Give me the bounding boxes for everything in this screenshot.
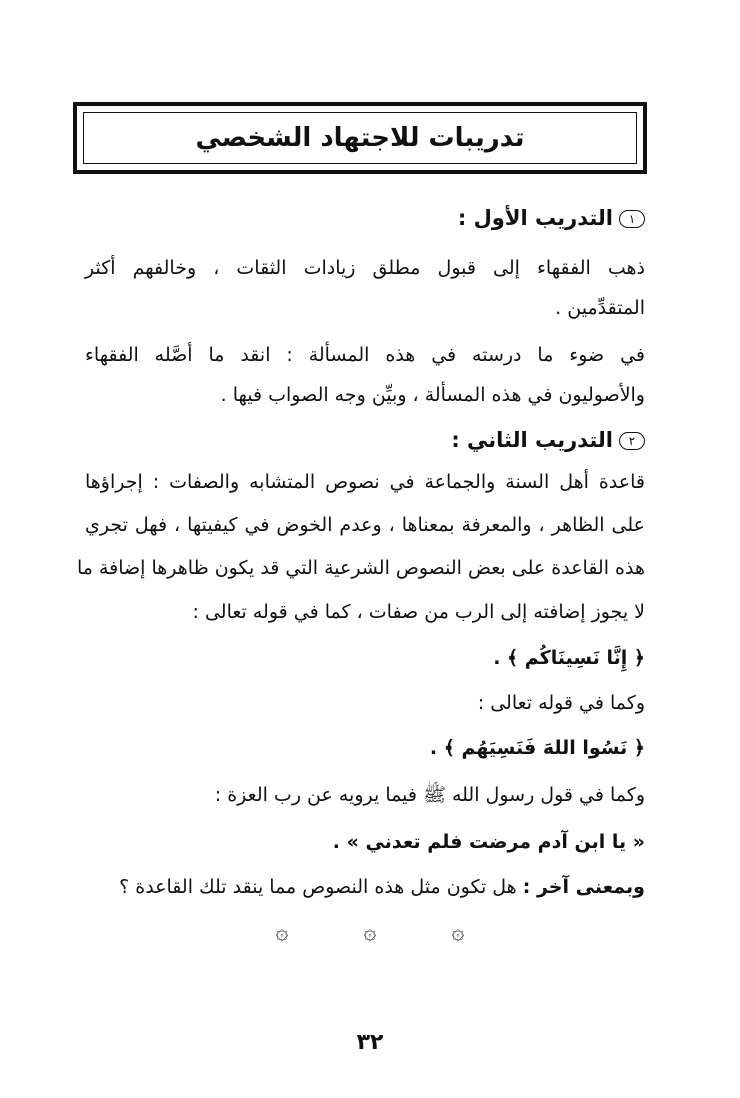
exercise-2-heading bbox=[85, 425, 645, 455]
title-frame-inner bbox=[83, 112, 637, 164]
star-icon: ۞ bbox=[275, 920, 289, 945]
exercise-1-line-2: المتقدِّمين . bbox=[555, 297, 645, 319]
exercise-1-line-4: والأصوليون في هذه المسألة ، وبيِّن وجه الصواب فيها . bbox=[220, 384, 645, 406]
star-icon: ۞ bbox=[451, 920, 465, 945]
exercise-1-number-badge: ١ bbox=[619, 210, 645, 228]
closing-bold-phrase: وبمعنى آخر : bbox=[522, 876, 645, 898]
exercise-2-line-5: وكما في قوله تعالى : bbox=[477, 692, 645, 714]
hadith-quote: « يا ابن آدم مرضت فلم تعدني » . bbox=[332, 831, 645, 853]
quran-verse-2: ﴿ نَسُوا اللهَ فَنَسِيَهُم ﴾ . bbox=[429, 737, 645, 759]
page-number: ٣٢ bbox=[356, 1030, 384, 1055]
exercise-1-line-1: ذهب الفقهاء إلى قبول مطلق زيادات الثقات ، وخالفهم أكثر bbox=[85, 257, 645, 279]
quran-verse-1: ﴿ إِنَّا نَسِينَاكُم ﴾ . bbox=[493, 647, 645, 669]
closing-question: هل تكون مثل هذه النصوص مما ينقد تلك القاعدة ؟ bbox=[119, 876, 523, 898]
exercise-2-heading-text: التدريب الثاني : bbox=[451, 428, 613, 452]
exercise-2-number-badge: ٢ bbox=[619, 432, 645, 450]
exercise-2-line-4: لا يجوز إضافته إلى الرب من صفات ، كما في قوله تعالى : bbox=[192, 601, 645, 623]
exercise-2-line-2: على الظاهر ، والمعرفة بمعناها ، وعدم الخوض في كيفيتها ، فهل تجري bbox=[85, 514, 645, 536]
exercise-2-line-1: قاعدة أهل السنة والجماعة في نصوص المتشابه والصفات : إجراؤها bbox=[85, 471, 645, 493]
exercise-1-heading-text: التدريب الأول : bbox=[457, 206, 613, 230]
exercise-2-line-3: هذه القاعدة على بعض النصوص الشرعية التي قد يكون ظاهرها إضافة ما bbox=[76, 557, 645, 579]
star-icon: ۞ bbox=[363, 920, 377, 945]
title-frame bbox=[73, 102, 647, 174]
exercise-2-closing bbox=[85, 872, 645, 902]
page-title: تدريبات للاجتهاد الشخصي bbox=[195, 123, 525, 153]
section-separator bbox=[0, 920, 740, 945]
exercise-2-line-6: وكما في قول رسول الله ﷺ فيما يرويه عن رب العزة : bbox=[214, 784, 645, 806]
exercise-1-line-3: في ضوء ما درسته في هذه المسألة : انقد ما أصَّله الفقهاء bbox=[85, 344, 645, 366]
exercise-1-heading bbox=[85, 203, 645, 233]
